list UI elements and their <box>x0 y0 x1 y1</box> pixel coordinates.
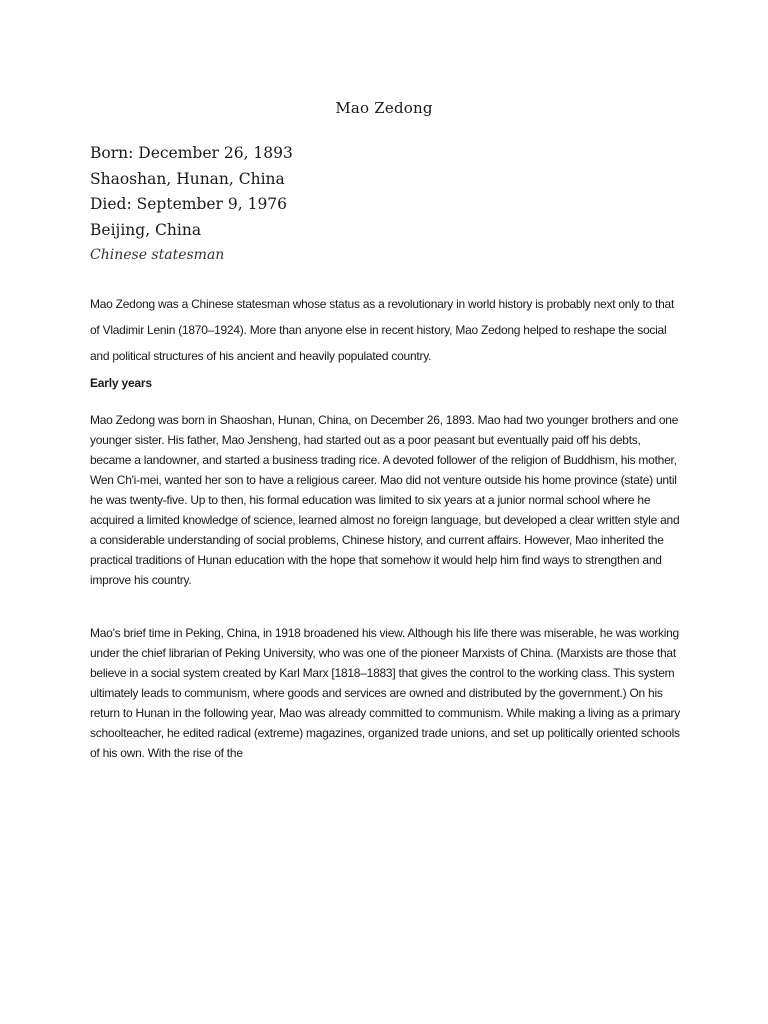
death-date: Died: September 9, 1976 <box>90 195 288 213</box>
section-heading-early-years: Early years <box>90 376 152 390</box>
page-title: Mao Zedong <box>335 99 433 117</box>
biographical-summary <box>90 143 293 271</box>
body-paragraph-1: Mao Zedong was born in Shaoshan, Hunan, China, on December 26, 1893. Mao had two younger brothers and one younger sister. His father, Mao Jensheng, had started out as a poor peasant but eventually paid off his debts, became a landowner, and started a business trading rice. A devoted follower of the religion of Buddhism, his mother, Wen Ch'i-mei, wanted her son to have a religious career. Mao did not venture outside his home province (state) until he was twenty-five. Up to then, his formal education was limited to six years at a junior normal school where he acquired a limited knowledge of science, learned almost no foreign language, but developed a clear written style and a considerable understanding of social problems, Chinese history, and current affairs. However, Mao inherited the practical traditions of Hunan education with the hope that somehow it would help him find ways to strengthen and improve his country. <box>90 413 680 587</box>
body-paragraph-2: Mao's brief time in Peking, China, in 1918 broadened his view. Although his life there was miserable, he was working under the chief librarian of Peking University, who was one of the pioneer Marxists of China. (Marxists are those that believe in a social system created by Karl Marx [1818–1883] that gives the control to the working class. This system ultimately leads to communism, where goods and services are owned and distributed by the government.) On his return to Hunan in the following year, Mao was already committed to communism. While making a living as a primary schoolteacher, he edited radical (extreme) magazines, organized trade unions, and set up politically oriented schools of his own. With the rise of the <box>90 626 681 760</box>
death-place: Beijing, China <box>90 220 202 239</box>
intro-paragraph: Mao Zedong was a Chinese statesman whose status as a revolutionary in world history is probably next only to that of Vladimir Lenin (1870–1924). More than anyone else in recent history, Mao Zedong helped to reshape the social and political structures of his ancient and heavily populated country. <box>90 297 675 363</box>
role-subtitle: Chinese statesman <box>90 247 225 263</box>
born-date: Born: December 26, 1893 <box>90 144 293 162</box>
birth-place: Shaoshan, Hunan, China <box>90 169 285 188</box>
